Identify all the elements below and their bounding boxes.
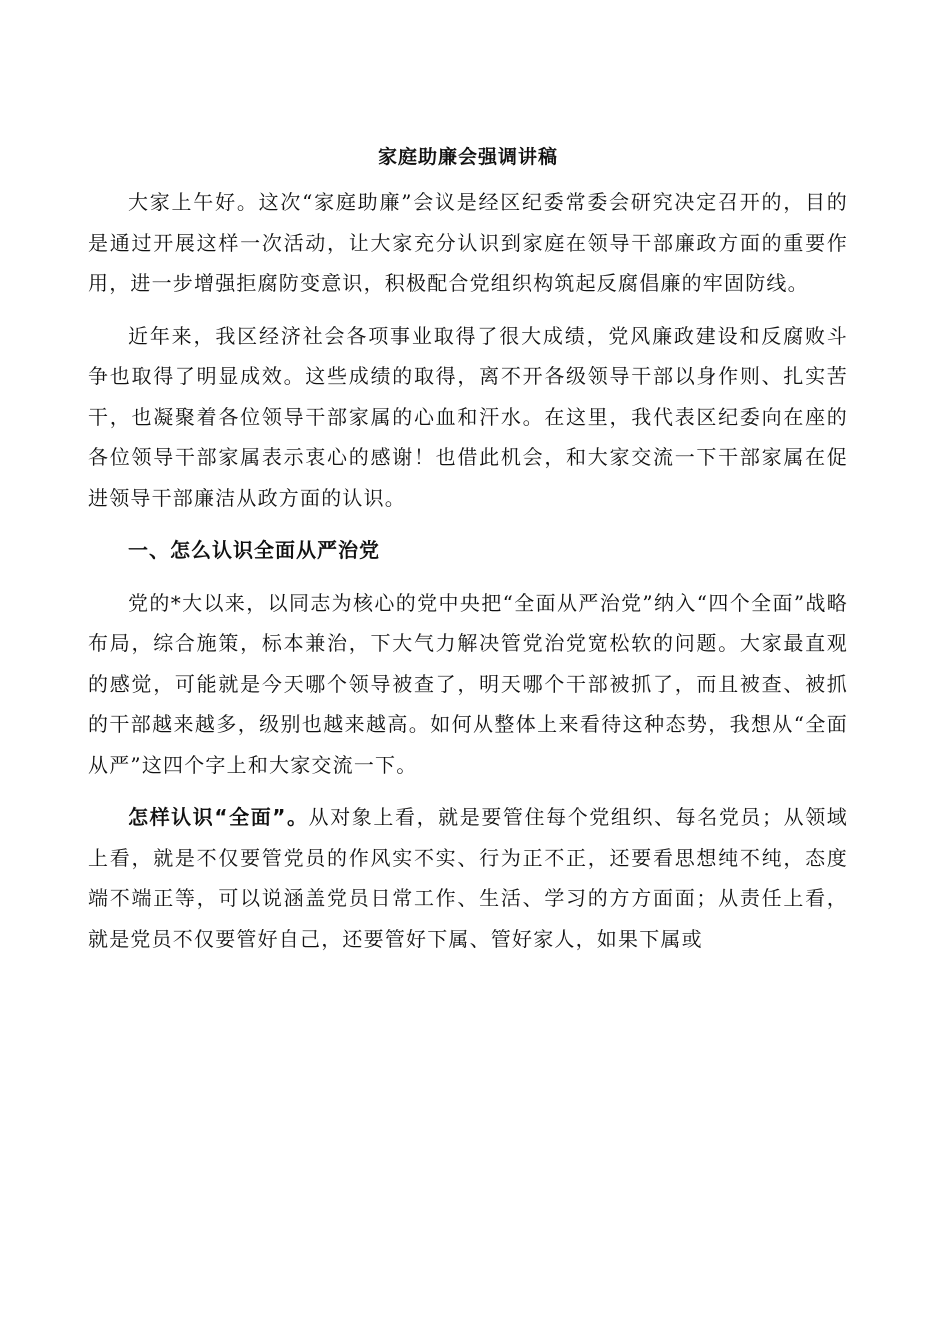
lead-phrase: 怎样认识“全面”。	[128, 805, 309, 829]
section-paragraph-1: 党的*大以来，以同志为核心的党中央把“全面从严治党”纳入“四个全面”战略布局，综合施策，标本兼治，下大气力解决管党治党宽松软的问题。大家最直观的感觉，可能就是今天哪个领导被查了，明天哪个干部被抓了，而且被查、被抓的干部越来越多，级别也越来越高。如何从整体上来看待这种态势，我想从“全面从严”这四个字上和大家交流一下。	[88, 590, 848, 777]
section-heading: 一、怎么认识全面从严治党	[128, 538, 380, 562]
lead-paragraph-text: 从对象上看，就是要管住每个党组织、每名党员；从领域上看，就是不仅要管党员的作风实不实、行为正不正，还要看思想纯不纯，态度端不端正等，可以说涵盖党员日常工作、生活、学习的方方面面；从责任上看，就是党员不仅要管好自己，还要管好下属、管好家人，如果下属或	[88, 805, 848, 951]
lead-paragraph	[88, 797, 848, 959]
document-body	[88, 142, 848, 959]
intro-paragraph-1: 大家上午好。这次“家庭助廉”会议是经区纪委常委会研究决定召开的，目的是通过开展这样一次活动，让大家充分认识到家庭在领导干部廉政方面的重要作用，进一步增强拒腐防变意识，积极配合党组织构筑起反腐倡廉的牢固防线。	[88, 190, 848, 295]
document-title: 家庭助廉会强调讲稿	[377, 146, 558, 168]
intro-paragraph-2: 近年来，我区经济社会各项事业取得了很大成绩，党风廉政建设和反腐败斗争也取得了明显成效。这些成绩的取得，离不开各级领导干部以身作则、扎实苦干，也凝聚着各位领导干部家属的心血和汗水。在这里，我代表区纪委向在座的各位领导干部家属表示衷心的感谢！也借此机会，和大家交流一下干部家属在促进领导干部廉洁从政方面的认识。	[88, 323, 848, 510]
